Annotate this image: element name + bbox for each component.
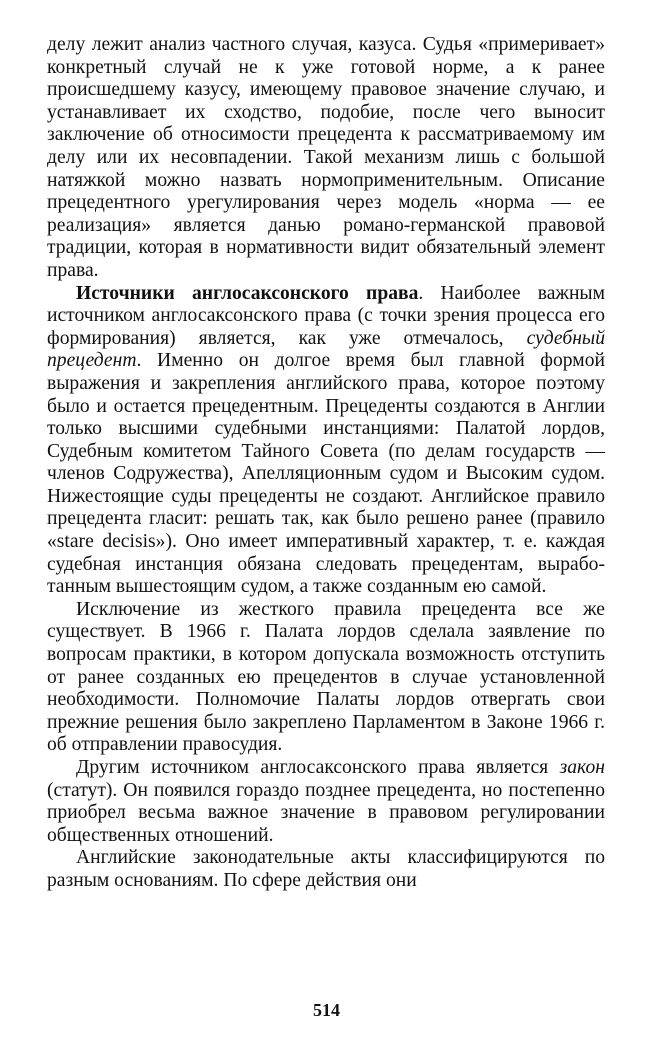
paragraph-text: (статут). Он появился гораздо позднее прецедента, но постепенно приобрел весьма важное значение в правовом регулировании общественных отношений. bbox=[47, 779, 605, 846]
paragraph-precedent-exception bbox=[47, 599, 605, 757]
paragraph-statute-classification bbox=[47, 847, 605, 892]
emphasis-term: закон bbox=[559, 757, 605, 778]
page-number: 514 bbox=[313, 1000, 340, 1020]
book-page-text bbox=[47, 34, 605, 893]
paragraph-text: Исключение из жесткого правила прецедента все же существует. В 1966 г. Палата лордов сделала заявление по вопросам практики, в котором допускала возможность отступить от ранее созданных ею прецедентов в случае установленной необходимости. Полномочие Палаты лордов отвергать свои прежние решения было закреплено Парламентом в Законе 1966 г. об отправлении правосудия. bbox=[47, 598, 605, 756]
paragraph-statute-source bbox=[47, 757, 605, 847]
paragraph-text: . Именно он долгое время был главной формой выражения и закрепления английского права, которое поэтому было и остается прецедентным. Прецеденты создаются в Англии только высшими судебными инстанциями: Палатой лордов, Судебным комитетом Тайного Совета (по делам государств — членов Содружества), Апелляционным судом и Высоким судом. Нижестоящие суды прецеденты не создают. Английское правило прецедента гласит: решать так, как было решено ранее (правило «stare decisis»). Оно имеет императивный характер, т. е. каждая судебная инстанция обязана следовать прецедентам, выработанным вышестоящим судом, а также созданным ею самой. bbox=[47, 350, 605, 598]
paragraph-text: делу лежит анализ частного случая, казуса. Судья «примеривает» конкретный случай не к уже готовой норме, а к ранее происшедшему казусу, имеющему правовое значение случаю, и устанавливает их сходство, подобие, после чего выносит заключение об относимости прецедента к рассматриваемому им делу или их несовпадении. Такой механизм лишь с большой натяжкой можно назвать нормоприменительным. Описание прецедентного урегулирования через модель «норма — ее реализация» является данью романо-германской правовой традиции, которая в нормативности видит обязательный элемент права. bbox=[47, 34, 605, 281]
paragraph-precedent-mechanism bbox=[47, 34, 605, 283]
section-heading: Источники англосаксонского права bbox=[76, 282, 419, 304]
paragraph-sources-of-anglo-saxon-law bbox=[47, 283, 605, 599]
paragraph-text: Английские законодательные акты классифицируются по разным основаниям. По сфере действия они bbox=[47, 847, 605, 891]
paragraph-text: Другим источником англосаксонского права является bbox=[76, 757, 560, 778]
paragraph-text: . Наиболее важным источником англосаксонского права (с точки зрения процесса его формирования) является, как уже отмечалось, bbox=[47, 282, 605, 349]
emphasis-term: судебный прецедент bbox=[47, 327, 605, 372]
